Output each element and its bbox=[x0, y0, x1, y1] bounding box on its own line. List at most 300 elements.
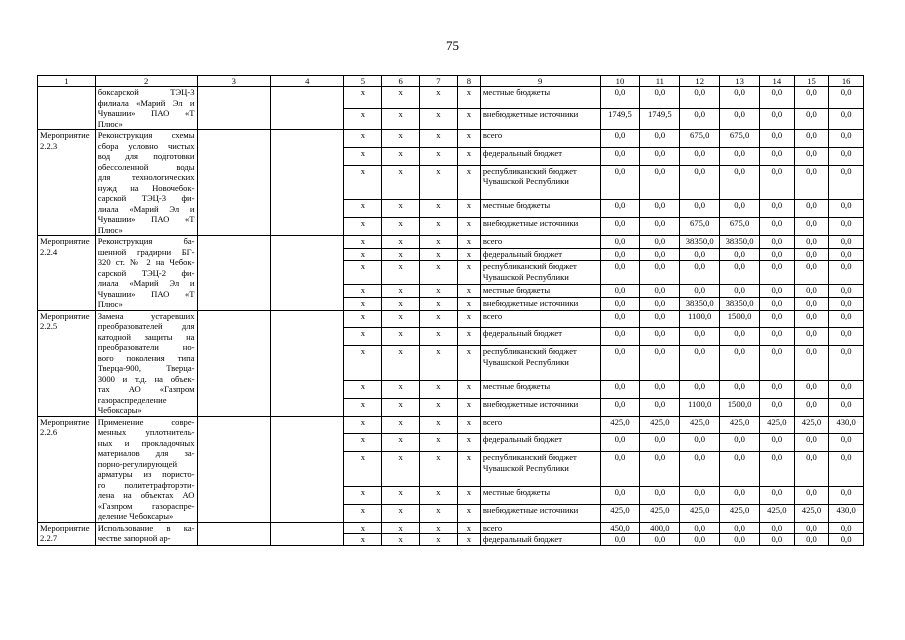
year-value: 0,0 bbox=[760, 200, 795, 218]
year-value: 0,0 bbox=[680, 108, 720, 130]
code-mark: x bbox=[344, 261, 382, 285]
description-line: Использование в ка- bbox=[97, 522, 195, 533]
description-line: газораспределение bbox=[97, 394, 167, 405]
description-line: 320 ст. № 2 на Чебок- bbox=[97, 257, 195, 267]
year-value: 675,0 bbox=[680, 218, 720, 236]
year-value: 0,0 bbox=[829, 398, 864, 416]
funding-source: республиканский бюджет Чувашской Республики bbox=[480, 165, 600, 199]
code-mark: x bbox=[420, 200, 458, 218]
year-value: 1100,0 bbox=[680, 310, 720, 328]
code-mark: x bbox=[420, 297, 458, 310]
year-value: 0,0 bbox=[829, 261, 864, 285]
description-line: Плюс» bbox=[97, 299, 123, 309]
year-value: 425,0 bbox=[794, 504, 829, 522]
year-value: 1500,0 bbox=[720, 398, 760, 416]
event-label: Мероприятие 2.2.6 bbox=[38, 416, 96, 522]
year-value: 1749,5 bbox=[640, 108, 680, 130]
year-value: 0,0 bbox=[794, 398, 829, 416]
year-value: 0,0 bbox=[760, 328, 795, 346]
column-header: 8 bbox=[457, 76, 480, 87]
code-mark: x bbox=[457, 236, 480, 249]
funding-source: республиканский бюджет Чувашской Республики bbox=[480, 452, 600, 486]
code-mark: x bbox=[420, 434, 458, 452]
code-mark: x bbox=[457, 380, 480, 398]
column-header: 4 bbox=[270, 76, 343, 87]
year-value: 0,0 bbox=[794, 486, 829, 504]
year-value: 0,0 bbox=[829, 248, 864, 261]
year-value: 38350,0 bbox=[720, 297, 760, 310]
funding-source: федеральный бюджет bbox=[480, 434, 600, 452]
description-line: честве запорной ар- bbox=[97, 533, 171, 543]
code-mark: x bbox=[382, 522, 420, 534]
description-line: для технологических bbox=[97, 172, 195, 182]
table-row bbox=[38, 416, 864, 434]
year-value: 0,0 bbox=[600, 285, 640, 298]
year-value: 0,0 bbox=[600, 130, 640, 148]
code-mark: x bbox=[344, 236, 382, 249]
code-mark: x bbox=[457, 310, 480, 328]
description-line: деление Чебоксары» bbox=[97, 511, 174, 521]
funding-source: всего bbox=[480, 130, 600, 148]
year-value: 0,0 bbox=[794, 310, 829, 328]
budget-table bbox=[37, 75, 864, 546]
year-value: 0,0 bbox=[720, 165, 760, 199]
description-line: материалов для за- bbox=[97, 448, 195, 458]
code-mark: x bbox=[420, 416, 458, 434]
column-3-cell bbox=[197, 310, 270, 416]
table-row bbox=[38, 130, 864, 148]
year-value: 38350,0 bbox=[720, 236, 760, 249]
year-value: 0,0 bbox=[600, 380, 640, 398]
description-line: лиала «Марий Эл и bbox=[97, 203, 195, 214]
year-value: 0,0 bbox=[640, 130, 680, 148]
code-mark: x bbox=[457, 486, 480, 504]
code-mark: x bbox=[382, 147, 420, 165]
year-value: 0,0 bbox=[680, 147, 720, 165]
year-value: 0,0 bbox=[794, 108, 829, 130]
code-mark: x bbox=[344, 310, 382, 328]
year-value: 0,0 bbox=[600, 248, 640, 261]
year-value: 0,0 bbox=[600, 310, 640, 328]
code-mark: x bbox=[382, 486, 420, 504]
year-value: 0,0 bbox=[829, 200, 864, 218]
description-line: Плюс» bbox=[97, 224, 123, 235]
funding-source: внебюджетные источники bbox=[480, 398, 600, 416]
year-value: 0,0 bbox=[794, 328, 829, 346]
description-line: Замена устаревших bbox=[97, 310, 195, 321]
description-line: нужд на Новочебок- bbox=[97, 182, 195, 193]
funding-source: внебюджетные источники bbox=[480, 218, 600, 236]
code-mark: x bbox=[457, 147, 480, 165]
year-value: 430,0 bbox=[829, 504, 864, 522]
year-value: 0,0 bbox=[760, 130, 795, 148]
year-value: 0,0 bbox=[600, 200, 640, 218]
year-value: 0,0 bbox=[680, 452, 720, 486]
description-line: филиала «Марий Эл и bbox=[97, 97, 195, 108]
event-description bbox=[95, 522, 197, 545]
table-row bbox=[38, 522, 864, 534]
year-value: 425,0 bbox=[760, 504, 795, 522]
year-value: 0,0 bbox=[720, 248, 760, 261]
year-value: 0,0 bbox=[794, 147, 829, 165]
code-mark: x bbox=[420, 108, 458, 130]
code-mark: x bbox=[382, 130, 420, 148]
code-mark: x bbox=[382, 297, 420, 310]
year-value: 450,0 bbox=[600, 522, 640, 534]
year-value: 0,0 bbox=[829, 452, 864, 486]
description-line: боксарской ТЭЦ-3 bbox=[97, 87, 195, 97]
event-description bbox=[95, 416, 197, 522]
year-value: 430,0 bbox=[829, 416, 864, 434]
code-mark: x bbox=[382, 452, 420, 486]
year-value: 675,0 bbox=[680, 130, 720, 148]
year-value: 0,0 bbox=[640, 297, 680, 310]
description-line: арматуры из пористо- bbox=[97, 469, 195, 479]
code-mark: x bbox=[344, 380, 382, 398]
code-mark: x bbox=[382, 504, 420, 522]
year-value: 425,0 bbox=[640, 416, 680, 434]
year-value: 0,0 bbox=[640, 328, 680, 346]
description-line: Чувашии» ПАО «Т bbox=[97, 288, 195, 299]
year-value: 0,0 bbox=[640, 218, 680, 236]
year-value: 0,0 bbox=[720, 200, 760, 218]
code-mark: x bbox=[344, 486, 382, 504]
year-value: 0,0 bbox=[680, 285, 720, 298]
funding-source: внебюджетные источники bbox=[480, 297, 600, 310]
year-value: 0,0 bbox=[794, 165, 829, 199]
event-label: Мероприятие 2.2.7 bbox=[38, 522, 96, 545]
code-mark: x bbox=[344, 416, 382, 434]
code-mark: x bbox=[420, 248, 458, 261]
year-value: 0,0 bbox=[600, 261, 640, 285]
year-value: 0,0 bbox=[640, 200, 680, 218]
code-mark: x bbox=[457, 452, 480, 486]
year-value: 0,0 bbox=[680, 522, 720, 534]
code-mark: x bbox=[457, 398, 480, 416]
year-value: 0,0 bbox=[680, 248, 720, 261]
description-line: Чувашии» ПАО «Т bbox=[97, 108, 195, 118]
column-header: 10 bbox=[600, 76, 640, 87]
funding-source: федеральный бюджет bbox=[480, 328, 600, 346]
year-value: 0,0 bbox=[829, 165, 864, 199]
funding-source: всего bbox=[480, 236, 600, 249]
code-mark: x bbox=[457, 248, 480, 261]
column-header: 5 bbox=[344, 76, 382, 87]
code-mark: x bbox=[344, 147, 382, 165]
year-value: 38350,0 bbox=[680, 236, 720, 249]
year-value: 0,0 bbox=[720, 87, 760, 109]
year-value: 0,0 bbox=[794, 346, 829, 380]
column-header: 1 bbox=[38, 76, 96, 87]
column-header: 15 bbox=[794, 76, 829, 87]
funding-source: всего bbox=[480, 522, 600, 534]
year-value: 0,0 bbox=[794, 200, 829, 218]
code-mark: x bbox=[457, 534, 480, 546]
column-header: 13 bbox=[720, 76, 760, 87]
year-value: 0,0 bbox=[640, 380, 680, 398]
year-value: 0,0 bbox=[640, 434, 680, 452]
code-mark: x bbox=[420, 452, 458, 486]
year-value: 0,0 bbox=[829, 87, 864, 109]
code-mark: x bbox=[382, 108, 420, 130]
year-value: 0,0 bbox=[794, 236, 829, 249]
description-line: Реконструкция схемы bbox=[97, 130, 195, 140]
year-value: 0,0 bbox=[720, 261, 760, 285]
code-mark: x bbox=[457, 165, 480, 199]
funding-source: местные бюджеты bbox=[480, 200, 600, 218]
code-mark: x bbox=[382, 285, 420, 298]
code-mark: x bbox=[420, 486, 458, 504]
year-value: 1500,0 bbox=[720, 310, 760, 328]
year-value: 0,0 bbox=[829, 310, 864, 328]
code-mark: x bbox=[420, 380, 458, 398]
table-row bbox=[38, 87, 864, 109]
code-mark: x bbox=[344, 87, 382, 109]
year-value: 0,0 bbox=[760, 285, 795, 298]
code-mark: x bbox=[344, 534, 382, 546]
code-mark: x bbox=[382, 434, 420, 452]
year-value: 0,0 bbox=[640, 147, 680, 165]
event-description bbox=[95, 87, 197, 130]
year-value: 0,0 bbox=[760, 398, 795, 416]
year-value: 0,0 bbox=[760, 218, 795, 236]
year-value: 0,0 bbox=[640, 236, 680, 249]
year-value: 0,0 bbox=[680, 346, 720, 380]
code-mark: x bbox=[382, 534, 420, 546]
code-mark: x bbox=[420, 236, 458, 249]
column-4-cell bbox=[270, 416, 343, 522]
code-mark: x bbox=[420, 165, 458, 199]
year-value: 0,0 bbox=[829, 486, 864, 504]
funding-source: местные бюджеты bbox=[480, 285, 600, 298]
code-mark: x bbox=[420, 504, 458, 522]
year-value: 0,0 bbox=[760, 165, 795, 199]
code-mark: x bbox=[344, 248, 382, 261]
year-value: 0,0 bbox=[600, 147, 640, 165]
code-mark: x bbox=[457, 261, 480, 285]
description-line: сбора условно чистых bbox=[97, 140, 195, 151]
description-line: сарской ТЭЦ-3 фи- bbox=[97, 193, 195, 203]
year-value: 425,0 bbox=[720, 504, 760, 522]
year-value: 425,0 bbox=[640, 504, 680, 522]
year-value: 0,0 bbox=[600, 328, 640, 346]
code-mark: x bbox=[344, 522, 382, 534]
year-value: 0,0 bbox=[640, 534, 680, 546]
code-mark: x bbox=[344, 285, 382, 298]
funding-source: федеральный бюджет bbox=[480, 534, 600, 546]
code-mark: x bbox=[420, 534, 458, 546]
event-label: Мероприятие 2.2.5 bbox=[38, 310, 96, 416]
year-value: 0,0 bbox=[760, 87, 795, 109]
year-value: 0,0 bbox=[600, 434, 640, 452]
description-line: Чувашии» ПАО «Т bbox=[97, 214, 195, 224]
year-value: 0,0 bbox=[600, 534, 640, 546]
code-mark: x bbox=[382, 261, 420, 285]
year-value: 0,0 bbox=[794, 380, 829, 398]
code-mark: x bbox=[382, 398, 420, 416]
year-value: 1100,0 bbox=[680, 398, 720, 416]
code-mark: x bbox=[344, 328, 382, 346]
year-value: 0,0 bbox=[829, 380, 864, 398]
code-mark: x bbox=[382, 380, 420, 398]
year-value: 0,0 bbox=[760, 380, 795, 398]
event-description bbox=[95, 130, 197, 236]
year-value: 675,0 bbox=[720, 130, 760, 148]
column-header: 7 bbox=[420, 76, 458, 87]
year-value: 425,0 bbox=[760, 416, 795, 434]
year-value: 0,0 bbox=[600, 297, 640, 310]
code-mark: x bbox=[382, 218, 420, 236]
year-value: 0,0 bbox=[760, 534, 795, 546]
description-line: Реконструкция ба- bbox=[97, 236, 195, 246]
funding-source: местные бюджеты bbox=[480, 486, 600, 504]
year-value: 1749,5 bbox=[600, 108, 640, 130]
column-3-cell bbox=[197, 236, 270, 311]
year-value: 0,0 bbox=[829, 218, 864, 236]
event-description bbox=[95, 236, 197, 311]
event-label: Мероприятие 2.2.3 bbox=[38, 130, 96, 236]
year-value: 425,0 bbox=[794, 416, 829, 434]
funding-source: республиканский бюджет Чувашской Республики bbox=[480, 261, 600, 285]
description-line: Плюс» bbox=[97, 118, 123, 129]
code-mark: x bbox=[420, 218, 458, 236]
year-value: 0,0 bbox=[720, 285, 760, 298]
year-value: 425,0 bbox=[600, 504, 640, 522]
table-row bbox=[38, 236, 864, 249]
header-row bbox=[38, 76, 864, 87]
funding-source: внебюджетные источники bbox=[480, 504, 600, 522]
description-line: лена на объектах АО bbox=[97, 490, 195, 500]
year-value: 0,0 bbox=[760, 452, 795, 486]
code-mark: x bbox=[457, 416, 480, 434]
code-mark: x bbox=[457, 328, 480, 346]
description-line: преобразователей для bbox=[97, 321, 195, 331]
code-mark: x bbox=[382, 346, 420, 380]
year-value: 0,0 bbox=[720, 522, 760, 534]
year-value: 0,0 bbox=[829, 130, 864, 148]
description-line: шенной градирни БГ- bbox=[97, 246, 195, 257]
year-value: 0,0 bbox=[600, 165, 640, 199]
year-value: 0,0 bbox=[794, 248, 829, 261]
code-mark: x bbox=[457, 130, 480, 148]
year-value: 0,0 bbox=[794, 130, 829, 148]
code-mark: x bbox=[420, 130, 458, 148]
year-value: 0,0 bbox=[760, 486, 795, 504]
year-value: 675,0 bbox=[720, 218, 760, 236]
year-value: 0,0 bbox=[640, 486, 680, 504]
code-mark: x bbox=[344, 218, 382, 236]
year-value: 0,0 bbox=[600, 87, 640, 109]
year-value: 0,0 bbox=[794, 522, 829, 534]
column-header: 16 bbox=[829, 76, 864, 87]
code-mark: x bbox=[344, 434, 382, 452]
funding-source: всего bbox=[480, 416, 600, 434]
year-value: 0,0 bbox=[640, 87, 680, 109]
year-value: 0,0 bbox=[794, 434, 829, 452]
code-mark: x bbox=[344, 346, 382, 380]
description-line: го политетрафторэти- bbox=[97, 479, 195, 490]
code-mark: x bbox=[420, 522, 458, 534]
year-value: 0,0 bbox=[720, 434, 760, 452]
code-mark: x bbox=[344, 165, 382, 199]
year-value: 425,0 bbox=[720, 416, 760, 434]
description-line: вод для подготовки bbox=[97, 151, 195, 161]
year-value: 0,0 bbox=[829, 522, 864, 534]
year-value: 425,0 bbox=[600, 416, 640, 434]
funding-source: федеральный бюджет bbox=[480, 147, 600, 165]
year-value: 0,0 bbox=[794, 261, 829, 285]
description-line: 3000 и т.д. на объек- bbox=[97, 373, 195, 384]
year-value: 0,0 bbox=[720, 147, 760, 165]
year-value: 0,0 bbox=[794, 452, 829, 486]
year-value: 0,0 bbox=[640, 248, 680, 261]
code-mark: x bbox=[457, 504, 480, 522]
description-line: менных уплотнитель- bbox=[97, 427, 195, 437]
column-4-cell bbox=[270, 87, 343, 130]
year-value: 425,0 bbox=[680, 504, 720, 522]
year-value: 0,0 bbox=[760, 147, 795, 165]
column-4-cell bbox=[270, 130, 343, 236]
description-line: Тверца-900, Тверца- bbox=[97, 363, 195, 373]
year-value: 0,0 bbox=[640, 346, 680, 380]
description-line: тах АО «Газпром bbox=[97, 384, 195, 394]
year-value: 38350,0 bbox=[680, 297, 720, 310]
year-value: 0,0 bbox=[794, 534, 829, 546]
year-value: 0,0 bbox=[760, 346, 795, 380]
code-mark: x bbox=[382, 310, 420, 328]
year-value: 0,0 bbox=[829, 297, 864, 310]
description-line: порно-регулирующей bbox=[97, 458, 178, 469]
description-line: Чебоксары» bbox=[97, 405, 142, 415]
code-mark: x bbox=[420, 310, 458, 328]
year-value: 425,0 bbox=[680, 416, 720, 434]
funding-source: федеральный бюджет bbox=[480, 248, 600, 261]
column-header: 12 bbox=[680, 76, 720, 87]
column-header: 9 bbox=[480, 76, 600, 87]
code-mark: x bbox=[457, 200, 480, 218]
code-mark: x bbox=[457, 87, 480, 109]
event-label bbox=[38, 87, 96, 130]
description-line: «Газпром газораспре- bbox=[97, 500, 195, 511]
year-value: 0,0 bbox=[680, 261, 720, 285]
code-mark: x bbox=[382, 248, 420, 261]
funding-source: внебюджетные источники bbox=[480, 108, 600, 130]
code-mark: x bbox=[457, 285, 480, 298]
column-header: 11 bbox=[640, 76, 680, 87]
year-value: 0,0 bbox=[720, 486, 760, 504]
year-value: 0,0 bbox=[680, 434, 720, 452]
year-value: 0,0 bbox=[829, 108, 864, 130]
code-mark: x bbox=[382, 165, 420, 199]
year-value: 400,0 bbox=[640, 522, 680, 534]
year-value: 0,0 bbox=[680, 534, 720, 546]
year-value: 0,0 bbox=[760, 108, 795, 130]
code-mark: x bbox=[420, 328, 458, 346]
year-value: 0,0 bbox=[829, 534, 864, 546]
funding-source: местные бюджеты bbox=[480, 87, 600, 109]
year-value: 0,0 bbox=[600, 486, 640, 504]
code-mark: x bbox=[382, 328, 420, 346]
description-line: сарской ТЭЦ-2 фи- bbox=[97, 267, 195, 278]
code-mark: x bbox=[420, 285, 458, 298]
description-line: вого поколения типа bbox=[97, 352, 195, 363]
year-value: 0,0 bbox=[760, 522, 795, 534]
funding-source: всего bbox=[480, 310, 600, 328]
year-value: 0,0 bbox=[600, 398, 640, 416]
description-line: Применение совре- bbox=[97, 416, 195, 427]
table-row bbox=[38, 310, 864, 328]
year-value: 0,0 bbox=[720, 108, 760, 130]
